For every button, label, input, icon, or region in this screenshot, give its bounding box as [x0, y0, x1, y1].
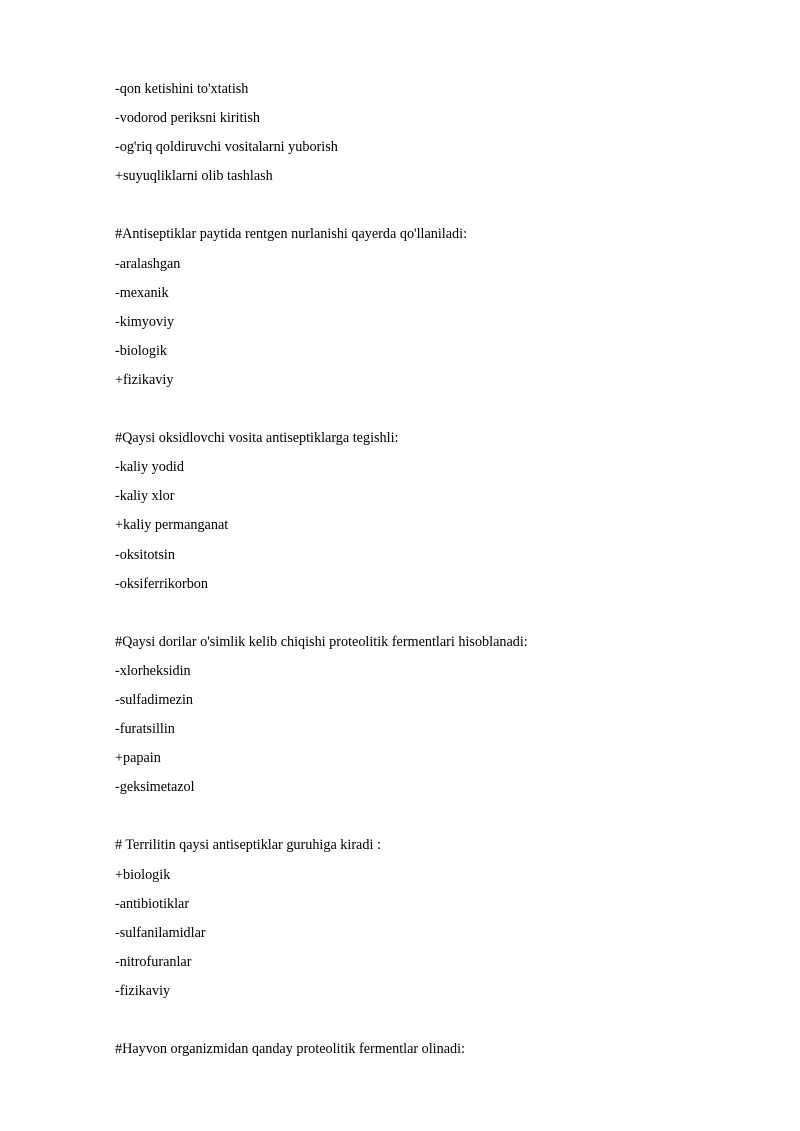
- question-text: #Antiseptiklar paytida rentgen nurlanishi qayerda qo'llaniladi:: [115, 226, 468, 243]
- spacer: [115, 191, 735, 220]
- option-text: +papain: [115, 750, 161, 767]
- question-text: #Qaysi dorilar o'simlik kelib chiqishi proteolitik fermentlari hisoblanadi:: [115, 633, 528, 650]
- option-text: +biologik: [115, 866, 171, 883]
- option-text: -xlorheksidin: [115, 662, 191, 679]
- option-text: -kaliy yodid: [115, 459, 184, 476]
- option-text: +kaliy permanganat: [115, 517, 229, 534]
- question-block: [115, 424, 735, 599]
- question-text: #Hayvon organizmidan qanday proteolitik fermentlar olinadi:: [115, 1041, 465, 1058]
- spacer: [115, 802, 735, 831]
- option-text: -nitrofuranlar: [115, 953, 192, 970]
- question-block: [115, 220, 735, 395]
- option-text: -vodorod periksni kiritish: [115, 110, 261, 127]
- option-text: +suyuqliklarni olib tashlash: [115, 168, 273, 185]
- option-text: -furatsillin: [115, 721, 175, 738]
- question-block: [115, 831, 735, 1006]
- option-text: -biologik: [115, 342, 168, 359]
- question-block: [115, 1035, 735, 1064]
- question-text: #Qaysi oksidlovchi vosita antiseptiklarga tegishli:: [115, 430, 399, 447]
- option-text: -qon ketishini to'xtatish: [115, 81, 249, 97]
- option-text: -sulfanilamidlar: [115, 924, 206, 941]
- option-text: -og'riq qoldiruvchi vositalarni yuborish: [115, 139, 338, 156]
- option-text: -kimyoviy: [115, 313, 175, 330]
- question-text: # Terrilitin qaysi antiseptiklar guruhiga kiradi :: [115, 837, 381, 854]
- option-text: -fizikaviy: [115, 982, 171, 999]
- question-block: [115, 628, 735, 803]
- spacer: [115, 395, 735, 424]
- option-text: -oksiferrikorbon: [115, 575, 208, 592]
- option-text: -oksitotsin: [115, 546, 175, 563]
- option-text: -sulfadimezin: [115, 691, 194, 708]
- option-text: -aralashgan: [115, 255, 181, 272]
- option-text: +fizikaviy: [115, 371, 174, 388]
- spacer: [115, 1006, 735, 1035]
- spacer: [115, 599, 735, 628]
- option-text: -antibiotiklar: [115, 895, 190, 912]
- option-text: -kaliy xlor: [115, 488, 175, 505]
- document-page: [115, 75, 735, 1064]
- option-text: -geksimetazol: [115, 779, 195, 796]
- option-text: -mexanik: [115, 284, 169, 301]
- intro-option-list: [115, 75, 735, 191]
